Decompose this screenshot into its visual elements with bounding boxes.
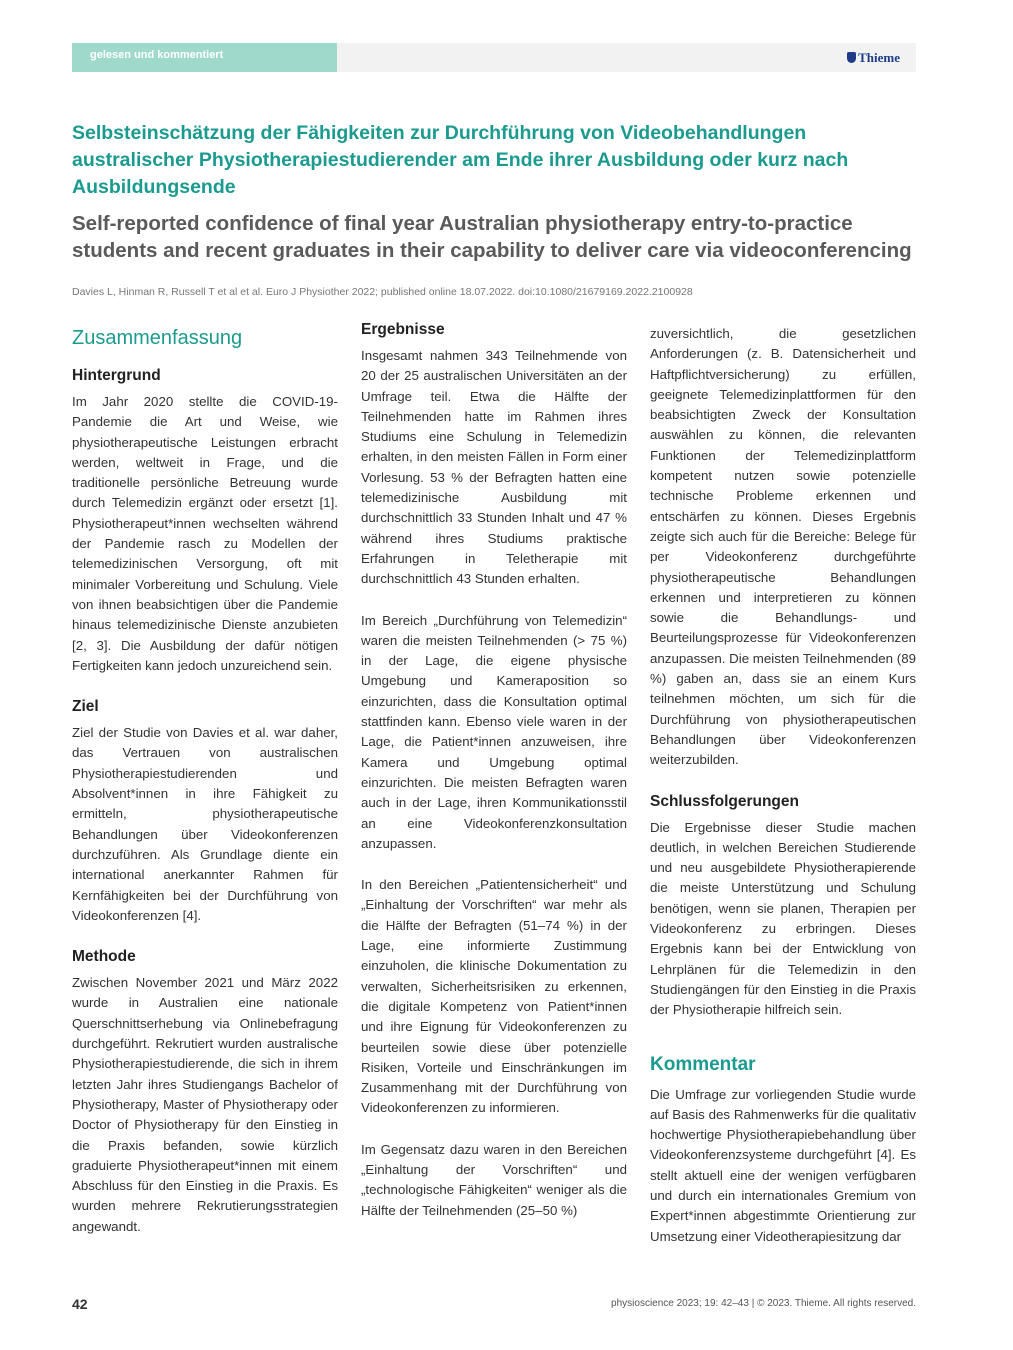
header-bar — [72, 43, 916, 72]
results-heading: Ergebnisse — [361, 321, 445, 338]
journal-info: physioscience 2023; 19: 42–43 | © 2023. Thieme. All rights reserved. — [611, 1298, 916, 1309]
page-number: 42 — [72, 1296, 88, 1312]
results-paragraph-4: Im Gegensatz dazu waren in den Bereichen „Einhaltung der Vorschriften“ und „technologische Fähigkeiten“ weniger als die Hälfte der Teilnehmenden (25–50 %) — [361, 1141, 627, 1218]
results-paragraph-2: Im Bereich „Durchführung von Telemedizin“ waren die meisten Teilnehmenden (> 75 %) in der Lage, die eigene physische Umgebung und Kameraposition so einzurichten, dass die Konsultation optimal stattfinden kann. Ebenso viele waren in der Lage, die Patient*innen anzuweisen, ihre Kamera und Umgebung optimal einzurichten. Die meisten Befragten waren auch in der Lage, ihren Kommunikationsstil an eine Videokonferenzkonsultation anzupassen. — [361, 612, 627, 851]
citation: Davies L, Hinman R, Russell T et al et al. Euro J Physiother 2022; published online 18.07.2022. doi:10.1080/21679169.2022.2100928 — [72, 286, 693, 298]
method-heading: Methode — [72, 948, 136, 966]
method-paragraph: Zwischen November 2021 und März 2022 wurde in Australien eine nationale Querschnittserhebung via Onlinebefragung durchgeführt. Rekrutiert wurden australische Physiotherapiestudierende, die sich in ihrem letzten Jahr ihres Studiengangs Bachelor of Physiotherapy, Master of Physiotherapy oder Doctor of Physiotherapy für den Einstieg in die Praxis befanden, sowie kürzlich graduierte Physiotherapeut*innen mit einem Abschluss für den Einstieg in die Praxis. Es wurden mehrere Rekrutierungsstrategien angewandt. — [72, 975, 338, 1234]
column-3 — [650, 324, 916, 1268]
background-paragraph: Im Jahr 2020 stellte die COVID-19-Pandemie die Art und Weise, wie physiotherapeutische Leistungen erbracht werden, weltweit in Frage, und die traditionelle persönliche Betreuung wurde durch Telemedizin ergänzt oder ersetzt [1]. Physiotherapeut*innen wechselten während der Pandemie rasch zu Modellen der telemedizinischen Versorgung, oft mit minimaler Vorbereitung und Schulung. Viele von ihnen beabsichtigen über die Pandemie hinaus telemedizinische Dienste anzubieten [2, 3]. Die Ausbildung der dafür nötigen Fertigkeiten kann jedoch unzureichend sein. — [72, 394, 338, 673]
results-paragraph-5: zuversichtlich, die gesetzlichen Anforderungen (z. B. Datensicherheit und Haftpflichtversicherung) zu erfüllen, geeignete Telemedizinplattformen für den beabsichtigten Zweck der Konsultation auswählen zu können, die relevanten Funktionen der Telemedizinplattform kompetent nutzen sowie potenzielle technische Probleme erkennen und entschärfen zu können. Dieses Ergebnis zeigte sich auch für die Bereiche: Belege für per Videokonferenz durchgeführte physiotherapeutische Behandlungen erkennen und interpretieren zu können sowie die Behandlungs- und Beurteilungsprozesse für Videokonferenzen anzupassen. Die meisten Teilnehmenden (89 %) gaben an, dass sie an einem Kurs teilnehmen möchten, um sich für die Durchführung von physiotherapeutischen Behandlungen über Videokonferenzen weiterzubilden. — [650, 326, 916, 768]
aim-heading: Ziel — [72, 698, 99, 716]
brand-name: Thieme — [858, 50, 900, 65]
thieme-logo-icon — [847, 52, 856, 63]
conclusions-heading: Schlussfolgerungen — [650, 792, 799, 810]
commentary-paragraph: Die Umfrage zur vorliegenden Studie wurde auf Basis des Rahmenwerks für die qualitativ hochwertige Physiotherapiebehandlung über Videokonferenzsysteme durchgeführt [4]. Es stellt aktuell eine der wenigen verfügbaren und durch ein internationales Gremium von Expert*innen abgestimmte Orientierung zur Umsetzung einer Videotherapiesitzung dar — [650, 1086, 916, 1244]
conclusions-paragraph: Die Ergebnisse dieser Studie machen deutlich, in welchen Bereichen Studierende und neu ausgebildete Physiotherapierende die meiste Unterstützung und Schulung benötigen, wenn sie planen, Therapien per Videokonferenz zu erbringen. Dieses Ergebnis kann bei der Entwicklung von Lehrplänen für die Telemedizin in den Studiengängen für den Einstieg in die Praxis der Physiotherapie hilfreich sein. — [650, 819, 916, 1018]
column-1 — [72, 324, 338, 1258]
title-english: Self-reported confidence of final year Australian physiotherapy entry-to-practice students and recent graduates in their capability to deliver care via videoconferencing — [72, 212, 912, 262]
results-paragraph-3: In den Bereichen „Patientensicherheit“ und „Einhaltung der Vorschriften“ war mehr als die Hälfte der Befragten (51–74 %) in der Lage, eine informierte Zustimmung einzuholen, die klinische Dokumentation zu verwalten, Sicherheitsrisiken zu erkennen, die digitale Kompetenz von Patient*innen und ihre Eignung für Videokonferenzen zu beurteilen sowie diese über potenzielle Risiken, Vorteile und Einschränkungen im Zusammenhang mit der Durchführung von Videokonferenzen zu informieren. — [361, 877, 627, 1116]
background-heading: Hintergrund — [72, 367, 161, 384]
section-label: gelesen und kommentiert — [90, 49, 224, 61]
aim-paragraph: Ziel der Studie von Davies et al. war daher, das Vertrauen von australischen Physiotherapiestudierenden und Absolvent*innen in ihre Fähigkeit zu ermitteln, physiotherapeutische Behandlungen über Videokonferenzen durchzuführen. Als Grundlage diente ein international anerkannter Rahmen für Kernfähigkeiten bei der Durchführung von Videokonferenzen [4]. — [72, 725, 338, 923]
results-paragraph-1: Insgesamt nahmen 343 Teilnehmende von 20 der 25 australischen Universitäten an der Umfrage teil. Etwa die Hälfte der Teilnehmenden hatte im Rahmen ihres Studiums eine Schulung in Telemedizin erhalten, in den meisten Fällen in Form einer Vorlesung. 53 % der Befragten hatten eine telemedizinische Ausbildung mit durchschnittlich 33 Stunden Inhalt und 47 % während ihres Studiums praktische Erfahrungen in Teletherapie mit durchschnittlich 43 Stunden erhalten. — [361, 348, 627, 587]
title-german: Selbsteinschätzung der Fähigkeiten zur Durchführung von Videobehandlungen australischer Physiotherapiestudierender am Ende ihrer Ausbildung oder kurz nach Ausbildungsende — [72, 122, 849, 198]
section-tab — [72, 43, 337, 72]
summary-heading: Zusammenfassung — [72, 327, 243, 349]
brand-logo — [847, 50, 900, 66]
commentary-heading: Kommentar — [650, 1053, 756, 1075]
column-2 — [361, 320, 627, 1242]
